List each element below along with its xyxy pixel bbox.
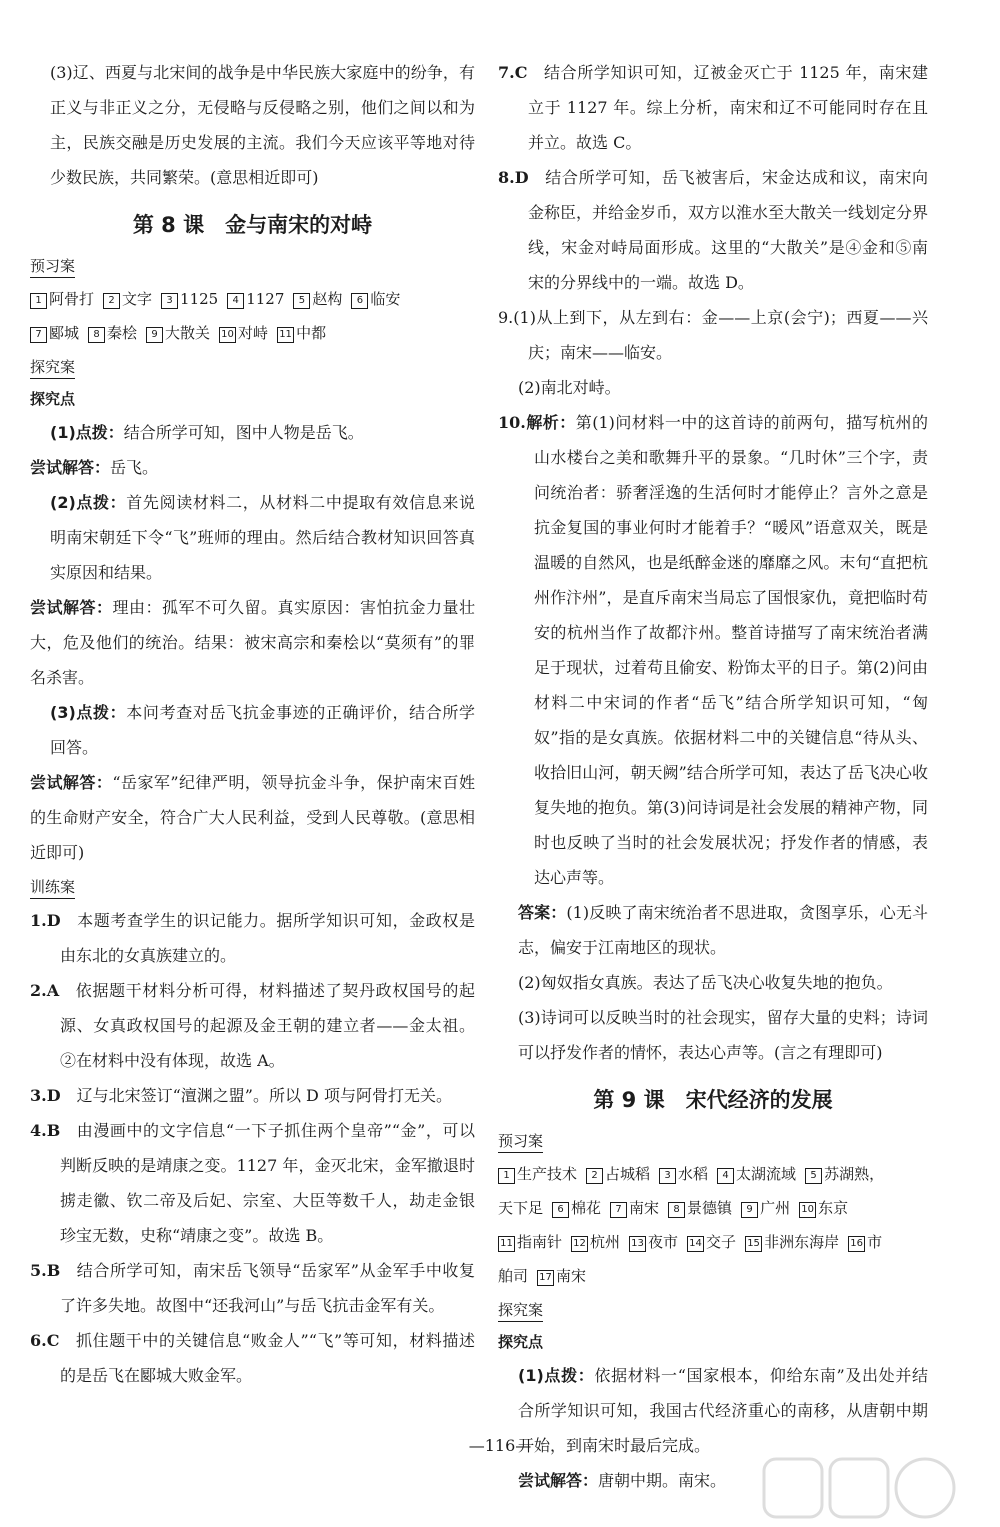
question-10-answer-1: 答案：(1)反映了南宋统治者不思进取，贪图享乐，心无斗志，偏安于江南地区的现状。 [518,903,928,957]
keyword-item [571,1225,620,1259]
answer-item [498,55,928,160]
answer-item-text: 由漫画中的文字信息“一下子抓住两个皇帝”“金”，可以判断反映的是靖康之变。1127 年，金灭北宋，金军撤退时掳走徽、钦二帝及后妃、宗室、大臣等数千人，劫走金银珍宝无数，史称“靖康之变”。故选 B。 [60,1121,475,1245]
answer-item-text: 本题考查学生的识记能力。据所学知识可知，金政权是由东北的女真族建立的。 [60,911,475,965]
keyword-number: 10 [799,1202,816,1218]
keyword-item [537,1259,586,1293]
keyword-number: 6 [351,293,368,309]
keyword-text: 天下足 [498,1199,544,1217]
keyword-text: 中都 [296,324,327,342]
keyword-item [498,1157,577,1191]
answer-item-text: 结合所学知识可知，辽被金灭亡于 1125 年，南宋建立于 1127 年。综上分析，南宋和辽不可能同时存在且并立。故选 C。 [528,63,928,152]
keyword-number: 5 [293,293,310,309]
keyword-number: 4 [717,1168,734,1184]
keyword-number: 4 [227,293,244,309]
preview-section-label: 预习案 [30,255,75,278]
right.preview_rows-row [498,1191,928,1225]
answer-item-number: 8.D [498,168,529,187]
explore-section-label-9: 探究案 [498,1299,543,1322]
answer-item [30,973,475,1078]
keyword-text: 占城稻 [605,1165,651,1183]
keyword-text: 赵构 [312,290,343,308]
keyword-text: 指南针 [517,1233,563,1251]
keyword-item [351,282,400,316]
left-column [30,55,475,1393]
keyword-text: 生产技术 [517,1165,578,1183]
preview-keywords-9 [498,1157,928,1293]
question-10-analysis: 10.解析：第(1)问材料一中的这首诗的前两句，描写杭州的山水楼台之美和歌舞升平的景象。“几时休”三个字，责问统治者：骄奢淫逸的生活何时才能停止？言外之意是抗金复国的事业何时才能着手？“暖风”语意双关，既是温暖的自然风，也是纸醉金迷的靡靡之风。末句“直把杭州作汴州”，是直斥南宋当局忘了国恨家仇，竟把临时苟安的杭州当作了故都汴州。整首诗描写了南宋统治者满足于现状，过着苟且偷安、粉饰太平的日子。第(2)问由材料二中宋词的作者“岳飞”结合所学知识可知，“匈奴”指的是女真族。依据材料二中的关键信息“待从头、收拾旧山河，朝天阙”结合所学可知，表达了岳飞决心收复失地的抱负。第(3)问诗词是社会发展的精神产物，同时也反映了当时的社会发展状况；抒发作者的情感，表达心声等。 [498,413,928,887]
keyword-item [668,1191,732,1225]
answer-item-text: 结合所学可知，岳飞被害后，宋金达成和议，南宋向金称臣，并给金岁币，双方以淮水至大散关一线划定分界线，宋金对峙局面形成。这里的“大散关”是④金和⑤南宋的分界线中的一端。故选 D。 [528,168,929,292]
keyword-item [659,1157,708,1191]
keyword-item [741,1191,790,1225]
keyword-item [498,1225,562,1259]
answer-item-text: 结合所学可知，南宋岳飞领导“岳家军”从金军手中收复了许多失地。故图中“还我河山”与岳飞抗击金军有关。 [60,1261,475,1315]
keyword-number: 13 [629,1236,646,1252]
lesson-8-title: 第 8 课 金与南宋的对峙 [132,213,373,237]
keyword-item [30,316,79,350]
keyword-text: 太湖流域 [736,1165,797,1183]
training-section-label: 训练案 [30,876,75,899]
explore-point-heading: 探究点 [30,390,76,408]
keyword-text: 秦桧 [107,324,138,342]
preview-keywords [30,282,475,350]
question-9-part-2: (2)南北对峙。 [518,378,621,397]
keyword-number: 17 [537,1270,554,1286]
keyword-text: 1127 [246,290,285,308]
question-9-part-1: 9.(1)从上到下，从左到右：金——上京(会宁)；西夏——兴庆；南宋——临安。 [498,308,928,362]
keyword-number: 9 [146,327,163,343]
answer-1: 尝试解答：岳飞。 [30,458,159,477]
keyword-item [717,1157,796,1191]
keyword-item [610,1191,659,1225]
keyword-text: 棉花 [571,1199,602,1217]
explore-point-heading-9: 探究点 [498,1333,544,1351]
keyword-number: 1 [498,1168,515,1184]
answer-item-number: 7.C [498,63,528,82]
keyword-number: 8 [668,1202,685,1218]
keyword-text: 南宋 [556,1267,587,1285]
keyword-number: 7 [30,327,47,343]
keyword-text: 夜市 [648,1233,679,1251]
keyword-number: 7 [610,1202,627,1218]
keyword-number: 16 [848,1236,865,1252]
keyword-text: 阿骨打 [49,290,95,308]
keyword-number: 6 [552,1202,569,1218]
keyword-text: 南宋 [629,1199,660,1217]
keyword-item [799,1191,848,1225]
keyword-item [103,282,152,316]
keyword-text: 水稻 [678,1165,709,1183]
answer-item-number: 1.D [30,911,61,930]
keyword-text: 东京 [818,1199,849,1217]
keyword-item [498,1259,528,1293]
answer-2: 尝试解答：理由：孤军不可久留。真实原因：害怕抗金力量壮大，危及他们的统治。结果：被宋高宗和秦桧以“莫须有”的罪名杀害。 [30,598,475,687]
keyword-item [552,1191,601,1225]
keyword-number: 3 [161,293,178,309]
answer-item-number: 5.B [30,1261,61,1280]
keyword-item [745,1225,839,1259]
answer-item-number: 3.D [30,1086,61,1105]
keyword-text: 杭州 [590,1233,621,1251]
keyword-text: 市 [867,1233,883,1251]
answer-item [30,1078,475,1113]
right.preview_rows-row [498,1225,928,1259]
keyword-item [146,316,210,350]
keyword-number: 14 [687,1236,704,1252]
keyword-item [687,1225,736,1259]
keyword-text: 非洲东海岸 [764,1233,840,1251]
left.preview_rows-row [30,316,475,350]
keyword-number: 11 [277,327,294,343]
training-items-continued [498,55,928,300]
keyword-item [293,282,342,316]
answer-item-number: 2.A [30,981,60,1000]
keyword-number: 5 [805,1168,822,1184]
keyword-text: 郾城 [49,324,80,342]
hint-1: (1)点拨：结合所学可知，图中人物是岳飞。 [50,423,364,442]
hint-9-1: (1)点拨：依据材料一“国家根本，仰给东南”及出处并结合所学知识可知，我国古代经济重心的南移，从唐朝中期开始，到南宋时最后完成。 [518,1366,928,1455]
keyword-text: 舶司 [498,1267,529,1285]
watermark-logo [760,1455,960,1525]
keyword-item [30,282,94,316]
right-column [498,55,928,1498]
answer-item [30,1323,475,1393]
keyword-item [586,1157,650,1191]
answer-item-text: 抓住题干中的关键信息“败金人”“飞”等可知，材料描述的是岳飞在郾城大败金军。 [60,1331,475,1385]
keyword-item [498,1191,543,1225]
keyword-number: 11 [498,1236,515,1252]
keyword-text: 临安 [370,290,401,308]
keyword-item [88,316,137,350]
answer-3: 尝试解答：“岳家军”纪律严明，领导抗金斗争，保护南宋百姓的生命财产安全，符合广大人民利益，受到人民尊敬。(意思相近即可) [30,773,475,862]
keyword-number: 8 [88,327,105,343]
keyword-text: 文字 [122,290,153,308]
keyword-text: 1125 [180,290,219,308]
right.preview_rows-row [498,1157,928,1191]
keyword-item [161,282,218,316]
question-10-answer-3: (3)诗词可以反映当时的社会现实，留存大量的史料；诗词可以抒发作者的情怀，表达心声等。(言之有理即可) [518,1008,928,1062]
preview-section-label-9: 预习案 [498,1130,543,1153]
keyword-item [848,1225,882,1259]
training-items [30,903,475,1393]
keyword-number: 15 [745,1236,762,1252]
page-number: —116— [468,1436,532,1455]
keyword-text: 大散关 [165,324,211,342]
keyword-text: 广州 [760,1199,791,1217]
keyword-number: 1 [30,293,47,309]
answer-item [30,1253,475,1323]
answer-9-1: 尝试解答：唐朝中期。南宋。 [518,1471,727,1490]
keyword-text: 苏湖熟， [824,1165,885,1183]
keyword-number: 3 [659,1168,676,1184]
keyword-item [219,316,268,350]
intro-paragraph: (3)辽、西夏与北宋间的战争是中华民族大家庭中的纷争，有正义与非正义之分，无侵略与反侵略之别，他们之间以和为主，民族交融是历史发展的主流。我们今天应该平等地对待少数民族，共同繁荣。(意思相近即可) [50,63,475,187]
right.preview_rows-row [498,1259,928,1293]
hint-3: (3)点拨：本问考查对岳飞抗金事迹的正确评价，结合所学回答。 [50,703,475,757]
answer-item-text: 依据题干材料分析可得，材料描述了契丹政权国号的起源、女真政权国号的起源及金王朝的建立者——金太祖。②在材料中没有体现，故选 A。 [60,981,475,1070]
answer-item [30,1113,475,1253]
keyword-number: 9 [741,1202,758,1218]
explore-section-label: 探究案 [30,356,75,379]
keyword-item [227,282,284,316]
keyword-number: 10 [219,327,236,343]
answer-item [498,160,928,300]
keyword-item [277,316,326,350]
keyword-item [805,1157,884,1191]
hint-2: (2)点拨：首先阅读材料二，从材料二中提取有效信息来说明南宋朝廷下令“飞”班师的理由。然后结合教材知识回答真实原因和结果。 [50,493,475,582]
answer-item-text: 辽与北宋签订“澶渊之盟”。所以 D 项与阿骨打无关。 [76,1086,452,1105]
answer-item-number: 4.B [30,1121,61,1140]
keyword-text: 景德镇 [687,1199,733,1217]
lesson-9-title: 第 9 课 宋代经济的发展 [593,1088,833,1112]
keyword-number: 2 [103,293,120,309]
left.preview_rows-row [30,282,475,316]
question-10-answer-2: (2)匈奴指女真族。表达了岳飞决心收复失地的抱负。 [518,973,893,992]
keyword-item [629,1225,678,1259]
keyword-text: 交子 [706,1233,737,1251]
keyword-number: 12 [571,1236,588,1252]
answer-item-number: 6.C [30,1331,60,1350]
answer-item [30,903,475,973]
keyword-number: 2 [586,1168,603,1184]
keyword-text: 对峙 [238,324,269,342]
